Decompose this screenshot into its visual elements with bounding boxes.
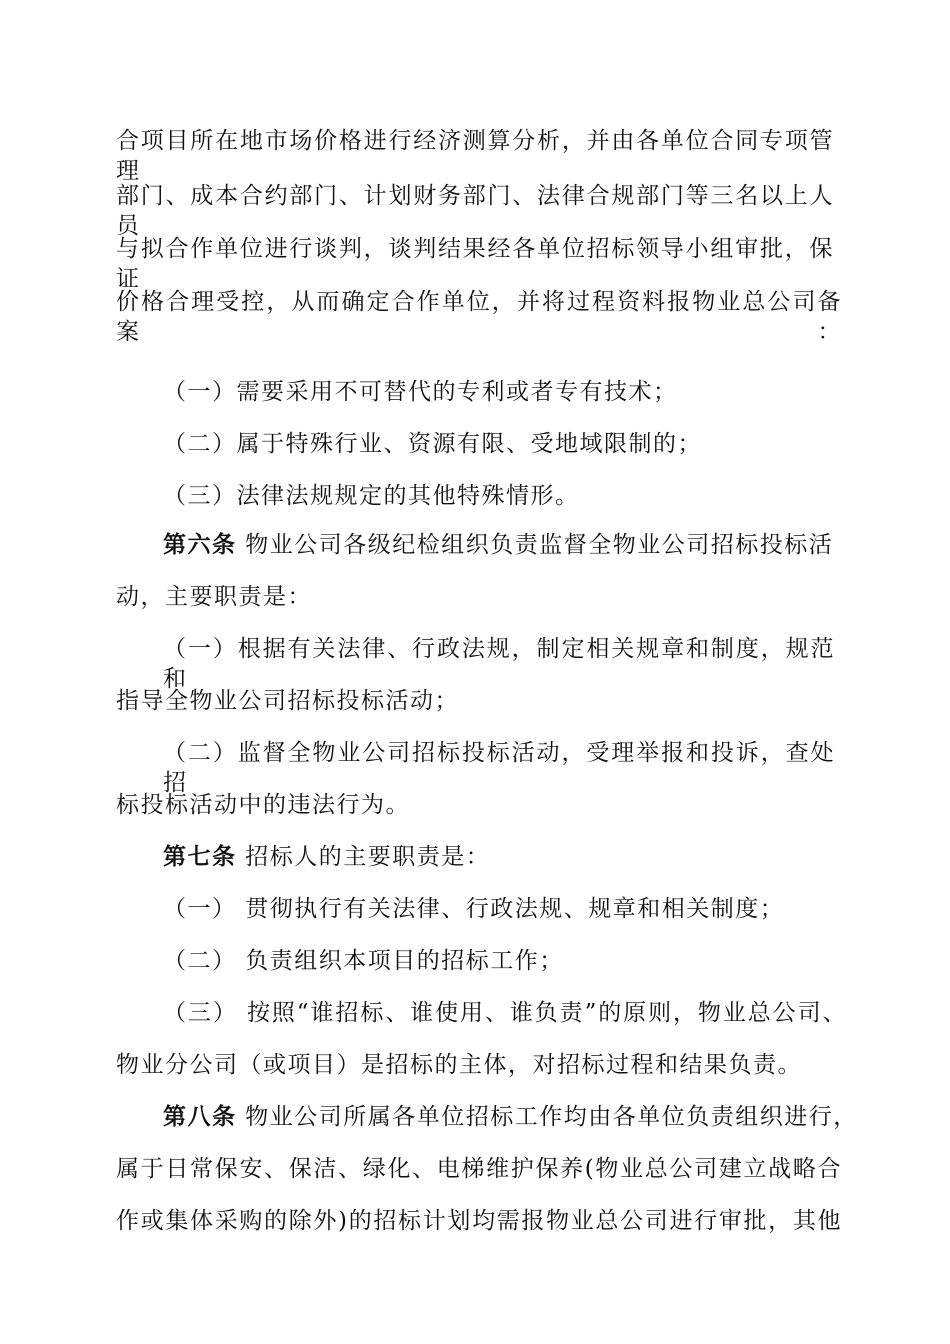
list-a-item-1: （一）需要采用不可替代的专利或者专有技术；	[163, 379, 678, 405]
article7-item3-line-1: （三） 按照“谁招标、谁使用、谁负责”的原则，物业总公司、	[163, 1000, 847, 1026]
article6-line-1	[163, 530, 835, 560]
article7-heading: 第七条	[163, 843, 237, 870]
article6-heading: 第六条	[163, 531, 237, 558]
article8-text-1: 物业公司所属各单位招标工作均由各单位负责组织进行，	[236, 1104, 858, 1130]
article7-line-1	[163, 842, 490, 872]
list-a-item-2: （二）属于特殊行业、资源有限、受地域限制的；	[163, 431, 702, 457]
article7-item-1: （一） 贯彻执行有关法律、行政法规、规章和相关制度；	[163, 896, 785, 922]
article6-text-1: 物业公司各级纪检组织负责监督全物业公司招标投标活	[236, 532, 834, 558]
article6-line-2: 动，主要职责是：	[116, 584, 312, 610]
intro-line-4: 价格合理受控，从而确定合作单位，并将过程资料报物业总公司备案：	[116, 289, 842, 345]
article7-item-2: （二） 负责组织本项目的招标工作；	[163, 948, 564, 974]
article6-item2-line-2: 标投标活动中的违法行为。	[116, 792, 410, 818]
article8-line-2: 属于日常保安、保洁、绿化、电梯维护保养(物业总公司建立战略合	[116, 1156, 842, 1182]
intro-line-3: 与拟合作单位进行谈判，谈判结果经各单位招标领导小组审批，保证	[116, 236, 834, 292]
list-a-item-3: （三）法律法规规定的其他特殊情形。	[163, 483, 580, 509]
article6-item1-line-1: （一）根据有关法律、行政法规，制定相关规章和制度，规范和	[163, 636, 835, 692]
article8-heading: 第八条	[163, 1103, 237, 1130]
article8-line-1	[163, 1102, 858, 1132]
article6-item1-line-2: 指导全物业公司招标投标活动；	[116, 688, 459, 714]
article7-item3-line-2: 物业分公司（或项目）是招标的主体，对招标过程和结果负责。	[116, 1052, 802, 1078]
article6-item2-line-1: （二）监督全物业公司招标投标活动，受理举报和投诉，查处招	[163, 740, 835, 796]
intro-line-2: 部门、成本合约部门、计划财务部门、法律合规部门等三名以上人员	[116, 183, 834, 239]
article8-line-3: 作或集体采购的除外)的招标计划均需报物业总公司进行审批，其他	[116, 1208, 842, 1234]
article7-text-1: 招标人的主要职责是：	[236, 844, 491, 870]
intro-line-1: 合项目所在地市场价格进行经济测算分析，并由各单位合同专项管理	[116, 128, 834, 184]
